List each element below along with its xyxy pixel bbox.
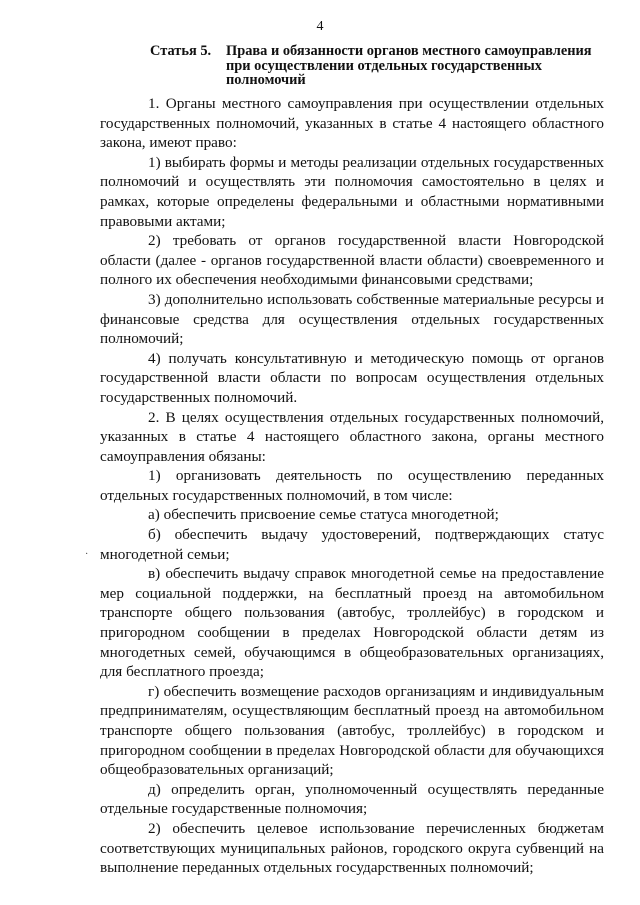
margin-mark: ·	[85, 549, 89, 560]
paragraph-right-4: 4) получать консультативную и методическую помощь от органов государственной власти области по вопросам осуществления отдельных государственных полномочий.	[100, 349, 604, 406]
article-body	[100, 94, 604, 878]
paragraph-duty-1b: б) обеспечить выдачу удостоверений, подтверждающих статус многодетной семьи;	[100, 526, 604, 563]
paragraph-duty-1d: д) определить орган, уполномоченный осуществлять переданные отдельные государственные полномочия;	[100, 780, 604, 818]
paragraph-duty-1g: г) обеспечить возмещение расходов организациям и индивидуальным предпринимателям, осуществляющим бесплатный проезд на автомобильном транспорте общего пользования (автобус, троллейбус) в городском и пригородном сообщении в пределах Новгородской области для обучающихся общеобразовательных организаций;	[100, 682, 604, 779]
paragraph-right-1: 1) выбирать формы и методы реализации отдельных государственных полномочий и осуществлять эти полномочия самостоятельно в целях и рамках, которые определены федеральными и областными нормативными правовыми актами;	[100, 153, 604, 230]
paragraph-duty-1a: а) обеспечить присвоение семье статуса многодетной;	[148, 506, 499, 524]
paragraph-duties-intro: 2. В целях осуществления отдельных государственных полномочий, указанных в статье 4 настоящего областного закона, органы местного самоуправления обязаны:	[100, 408, 604, 465]
paragraph-duty-1: 1) организовать деятельность по осуществлению переданных отдельных государственных полномочий, в том числе:	[100, 467, 604, 504]
article-title: Права и обязанности органов местного самоуправления при осуществлении отдельных государственных полномочий	[226, 43, 592, 88]
article-label: Статья 5.	[150, 43, 212, 59]
page-number: 4	[316, 19, 324, 34]
paragraph-rights-intro: 1. Органы местного самоуправления при осуществлении отдельных государственных полномочий, указанных в статье 4 настоящего областного закона, имеют право:	[100, 95, 604, 152]
paragraph-right-2: 2) требовать от органов государственной власти Новгородской области (далее - органов государственной власти области) своевременного и полного их обеспечения необходимыми финансовыми средствами;	[100, 232, 604, 289]
paragraph-duty-2: 2) обеспечить целевое использование перечисленных бюджетам соответствующих муниципальных районов, городского округа субвенций на выполнение переданных отдельных государственных полномочий;	[100, 819, 604, 877]
paragraph-duty-1v: в) обеспечить выдачу справок многодетной семье на предоставление мер социальной поддержки, на бесплатный проезд на автомобильном транспорте общего пользования (автобус, троллейбус) в городском и пригородном сообщении в пределах Новгородской области детям из многодетных семей, обучающимся в общеобразовательных организациях, для бесплатного проезда;	[100, 565, 604, 681]
paragraph-right-3: 3) дополнительно использовать собственные материальные ресурсы и финансовые средства для осуществления отдельных государственных полномочий;	[100, 290, 604, 348]
